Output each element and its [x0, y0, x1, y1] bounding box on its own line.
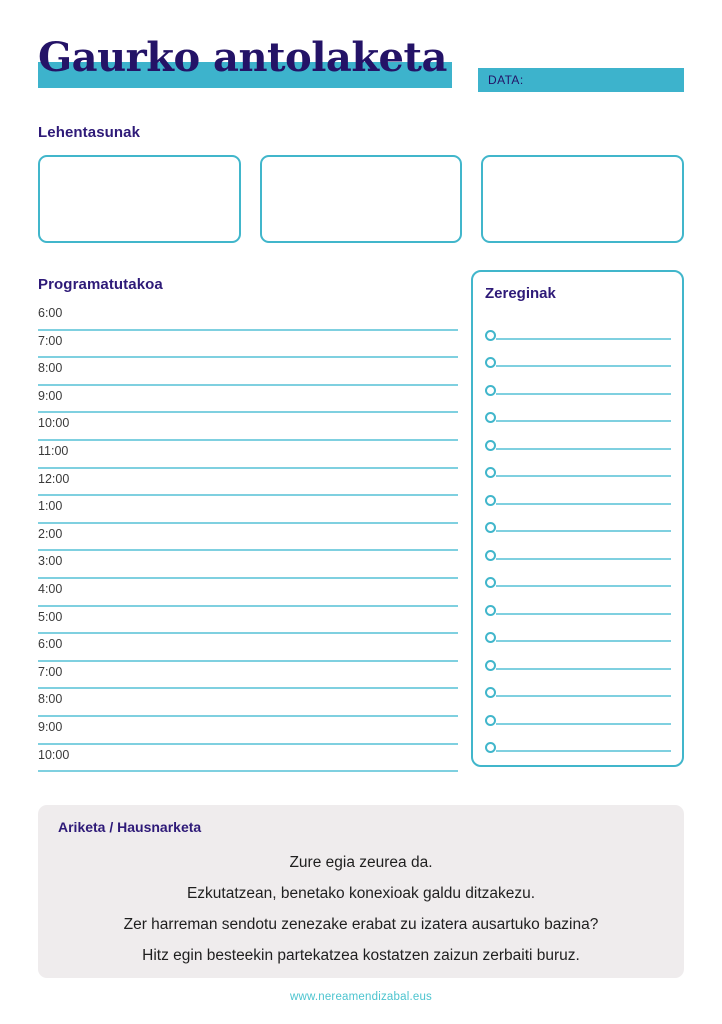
schedule-time-label: 4:00	[38, 581, 63, 596]
priority-box-1[interactable]	[38, 155, 241, 243]
task-input-line[interactable]	[496, 503, 671, 505]
schedule-time-label: 10:00	[38, 747, 70, 762]
circle-checkbox-icon[interactable]	[485, 412, 496, 423]
circle-checkbox-icon[interactable]	[485, 632, 496, 643]
circle-checkbox-icon[interactable]	[485, 687, 496, 698]
task-row[interactable]	[485, 316, 671, 344]
task-row[interactable]	[485, 619, 671, 647]
circle-checkbox-icon[interactable]	[485, 715, 496, 726]
circle-checkbox-icon[interactable]	[485, 605, 496, 616]
schedule-row[interactable]	[38, 689, 458, 717]
schedule-row[interactable]	[38, 386, 458, 414]
schedule-time-label: 11:00	[38, 443, 69, 458]
schedule-time-label: 8:00	[38, 692, 63, 707]
date-field[interactable]	[478, 68, 684, 92]
task-input-line[interactable]	[496, 475, 671, 477]
schedule-row[interactable]	[38, 634, 458, 662]
circle-checkbox-icon[interactable]	[485, 357, 496, 368]
circle-checkbox-icon[interactable]	[485, 330, 496, 341]
date-label: DATA:	[488, 73, 524, 87]
reflection-text	[38, 847, 684, 971]
task-row[interactable]	[485, 729, 671, 757]
task-row[interactable]	[485, 344, 671, 372]
task-row[interactable]	[485, 674, 671, 702]
priority-box-2[interactable]	[260, 155, 463, 243]
circle-checkbox-icon[interactable]	[485, 495, 496, 506]
task-row[interactable]	[485, 646, 671, 674]
task-input-line[interactable]	[496, 393, 671, 395]
schedule-row[interactable]	[38, 469, 458, 497]
task-row[interactable]	[485, 371, 671, 399]
schedule-row[interactable]	[38, 551, 458, 579]
schedule-time-label: 1:00	[38, 499, 63, 514]
schedule-time-label: 9:00	[38, 719, 63, 734]
task-input-line[interactable]	[496, 448, 671, 450]
task-row[interactable]	[485, 454, 671, 482]
tasks-heading: Zereginak	[485, 285, 556, 302]
priority-box-3[interactable]	[481, 155, 684, 243]
tasks-list	[485, 316, 671, 756]
task-input-line[interactable]	[496, 365, 671, 367]
circle-checkbox-icon[interactable]	[485, 742, 496, 753]
task-row[interactable]	[485, 701, 671, 729]
task-input-line[interactable]	[496, 420, 671, 422]
schedule-row[interactable]	[38, 496, 458, 524]
schedule-row[interactable]	[38, 579, 458, 607]
schedule-time-label: 9:00	[38, 388, 63, 403]
circle-checkbox-icon[interactable]	[485, 550, 496, 561]
task-row[interactable]	[485, 481, 671, 509]
reflection-heading: Ariketa / Hausnarketa	[58, 819, 202, 835]
task-input-line[interactable]	[496, 613, 671, 615]
task-input-line[interactable]	[496, 723, 671, 725]
reflection-box	[38, 805, 684, 978]
footer-url[interactable]: www.nereamendizabal.eus	[289, 991, 433, 1003]
schedule-row[interactable]	[38, 441, 458, 469]
task-input-line[interactable]	[496, 695, 671, 697]
task-input-line[interactable]	[496, 338, 671, 340]
task-row[interactable]	[485, 509, 671, 537]
schedule-row[interactable]	[38, 331, 458, 359]
circle-checkbox-icon[interactable]	[485, 660, 496, 671]
schedule-time-label: 10:00	[38, 416, 70, 431]
schedule-time-label: 8:00	[38, 361, 63, 376]
schedule-row[interactable]	[38, 303, 458, 331]
schedule-row[interactable]	[38, 662, 458, 690]
schedule-list	[38, 303, 458, 772]
task-row[interactable]	[485, 564, 671, 592]
tasks-panel	[471, 270, 684, 767]
schedule-time-label: 7:00	[38, 664, 63, 679]
schedule-row[interactable]	[38, 745, 458, 773]
reflection-line: Hitz egin besteekin partekatzea kostatzen zaizun zerbaiti buruz.	[142, 947, 580, 964]
schedule-heading: Programatutakoa	[38, 276, 163, 293]
schedule-time-label: 6:00	[38, 637, 63, 652]
page-header	[0, 0, 722, 110]
schedule-row[interactable]	[38, 717, 458, 745]
task-input-line[interactable]	[496, 530, 671, 532]
task-input-line[interactable]	[496, 558, 671, 560]
task-row[interactable]	[485, 591, 671, 619]
page-title: Gaurko antolaketa	[38, 34, 447, 81]
reflection-line: Zure egia zeurea da.	[289, 854, 433, 871]
task-row[interactable]	[485, 426, 671, 454]
task-input-line[interactable]	[496, 640, 671, 642]
schedule-time-label: 6:00	[38, 306, 63, 320]
task-input-line[interactable]	[496, 750, 671, 752]
task-row[interactable]	[485, 536, 671, 564]
priorities-row	[38, 155, 684, 243]
circle-checkbox-icon[interactable]	[485, 467, 496, 478]
reflection-line: Zer harreman sendotu zenezake erabat zu izatera ausartuko bazina?	[123, 916, 599, 933]
circle-checkbox-icon[interactable]	[485, 440, 496, 451]
task-input-line[interactable]	[496, 668, 671, 670]
reflection-line: Ezkutatzean, benetako konexioak galdu ditzakezu.	[186, 885, 536, 902]
schedule-row[interactable]	[38, 607, 458, 635]
circle-checkbox-icon[interactable]	[485, 577, 496, 588]
schedule-time-label: 12:00	[38, 471, 70, 486]
task-input-line[interactable]	[496, 585, 671, 587]
schedule-time-label: 2:00	[38, 526, 63, 541]
circle-checkbox-icon[interactable]	[485, 522, 496, 533]
schedule-row[interactable]	[38, 358, 458, 386]
schedule-row[interactable]	[38, 524, 458, 552]
schedule-row[interactable]	[38, 413, 458, 441]
title-block	[38, 32, 447, 88]
priorities-heading: Lehentasunak	[38, 124, 141, 141]
schedule-time-label: 5:00	[38, 609, 63, 624]
task-row[interactable]	[485, 399, 671, 427]
circle-checkbox-icon[interactable]	[485, 385, 496, 396]
schedule-time-label: 7:00	[38, 333, 63, 348]
schedule-time-label: 3:00	[38, 554, 63, 569]
